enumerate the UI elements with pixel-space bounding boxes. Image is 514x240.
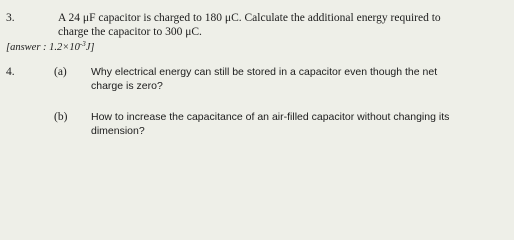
question-3-number: 3.	[6, 12, 15, 24]
question-4b-text-line-1: How to increase the capacitance of an air-filled capacitor without changing its	[91, 111, 450, 123]
question-4-number: 4.	[6, 66, 15, 78]
question-4a-text-line-2: charge is zero?	[91, 80, 163, 92]
question-3-text-line-2: charge the capacitor to 300 μC.	[58, 26, 202, 38]
question-4b-label: (b)	[54, 111, 68, 123]
question-3-text-line-1: A 24 μF capacitor is charged to 180 μC. Calculate the additional energy required to	[58, 12, 441, 24]
answer-suffix: J]	[85, 42, 95, 53]
answer-exponent: -3	[79, 40, 86, 48]
answer-prefix: [answer : 1.2×10	[6, 42, 80, 53]
question-4a-text-line-1: Why electrical energy can still be stored in a capacitor even though the net	[91, 66, 438, 78]
question-4b-text-line-2: dimension?	[91, 125, 145, 137]
question-4a-label: (a)	[54, 66, 67, 78]
question-3-answer	[6, 41, 94, 54]
